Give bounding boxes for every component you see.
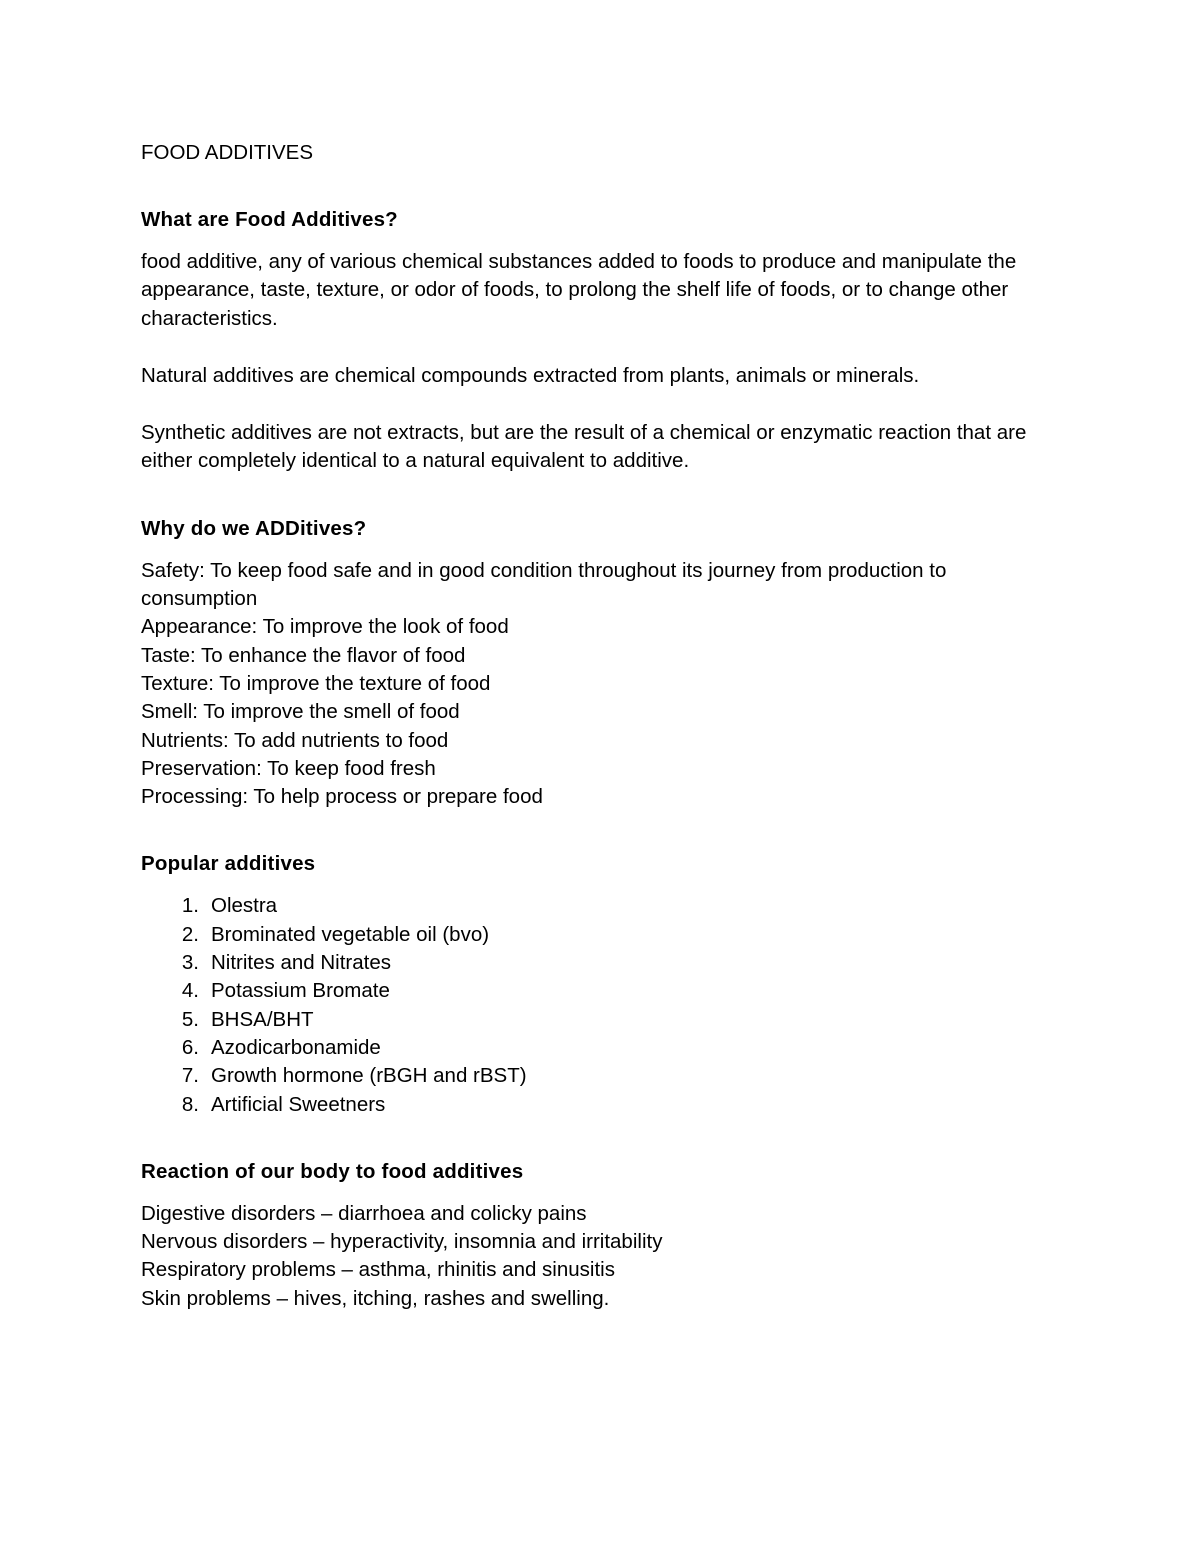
document-title: FOOD ADDITIVES: [141, 141, 313, 164]
reason-line: Texture: To improve the texture of food: [141, 671, 491, 695]
list-item-text: Azodicarbonamide: [211, 1035, 381, 1059]
section-popular-additives: [141, 850, 1061, 1118]
list-item-text: Artificial Sweetners: [211, 1092, 386, 1116]
list-item: [141, 1034, 1061, 1062]
reason-line: Smell: To improve the smell of food: [141, 700, 460, 724]
list-item: [141, 1062, 1061, 1090]
natural-additives-paragraph: Natural additives are chemical compounds extracted from plants, animals or minerals.: [141, 363, 920, 387]
list-number: 6.: [181, 1035, 199, 1059]
reaction-line: Digestive disorders – diarrhoea and colicky pains: [141, 1201, 587, 1225]
list-item-text: Potassium Bromate: [211, 979, 390, 1003]
definition-paragraph: food additive, any of various chemical substances added to foods to produce and manipulate the appearance, taste, texture, or odor of foods, to prolong the shelf life of foods, or to change other characteristics.: [141, 250, 1017, 330]
reason-line: Taste: To enhance the flavor of food: [141, 643, 466, 667]
list-item-text: BHSA/BHT: [211, 1007, 314, 1031]
reasons-list: [141, 557, 1061, 812]
list-number: 2.: [181, 922, 199, 946]
reaction-line: Nervous disorders – hyperactivity, insomnia and irritability: [141, 1230, 663, 1254]
list-item: [141, 1091, 1061, 1119]
list-number: 4.: [181, 979, 199, 1003]
section-what-are-food-additives: [141, 206, 1061, 476]
reason-line: Nutrients: To add nutrients to food: [141, 728, 449, 752]
document-page: [141, 139, 1061, 1313]
reason-line: Processing: To help process or prepare food: [141, 785, 543, 809]
reason-line: Appearance: To improve the look of food: [141, 615, 509, 639]
synthetic-additives-paragraph: Synthetic additives are not extracts, but are the result of a chemical or enzymatic reaction that are either completely identical to a natural equivalent to additive.: [141, 421, 1027, 473]
reason-line: Safety: To keep food safe and in good condition throughout its journey from production to consumption: [141, 558, 947, 611]
list-item-text: Growth hormone (rBGH and rBST): [211, 1064, 527, 1088]
section-heading: What are Food Additives?: [141, 208, 398, 231]
list-item: [141, 977, 1061, 1005]
section-heading: Why do we ADDitives?: [141, 516, 367, 540]
reason-line: Preservation: To keep food fresh: [141, 756, 436, 780]
section-why-additives: [141, 515, 1061, 812]
list-item: [141, 921, 1061, 949]
section-body-reaction: [141, 1158, 1061, 1313]
list-number: 7.: [181, 1064, 199, 1088]
list-number: 5.: [181, 1007, 199, 1031]
reactions-list: [141, 1200, 1061, 1313]
section-heading: Reaction of our body to food additives: [141, 1159, 524, 1183]
popular-additives-list: [141, 892, 1061, 1118]
list-item: [141, 1006, 1061, 1034]
section-heading: Popular additives: [141, 852, 316, 876]
list-number: 8.: [181, 1092, 199, 1116]
list-item: [141, 949, 1061, 977]
list-number: 1.: [181, 894, 199, 918]
list-item: [141, 892, 1061, 920]
list-item-text: Brominated vegetable oil (bvo): [211, 922, 490, 946]
list-item-text: Nitrites and Nitrates: [211, 951, 392, 975]
reaction-line: Respiratory problems – asthma, rhinitis and sinusitis: [141, 1258, 615, 1282]
list-number: 3.: [181, 951, 199, 975]
list-item-text: Olestra: [211, 894, 278, 918]
reaction-line: Skin problems – hives, itching, rashes and swelling.: [141, 1286, 610, 1310]
